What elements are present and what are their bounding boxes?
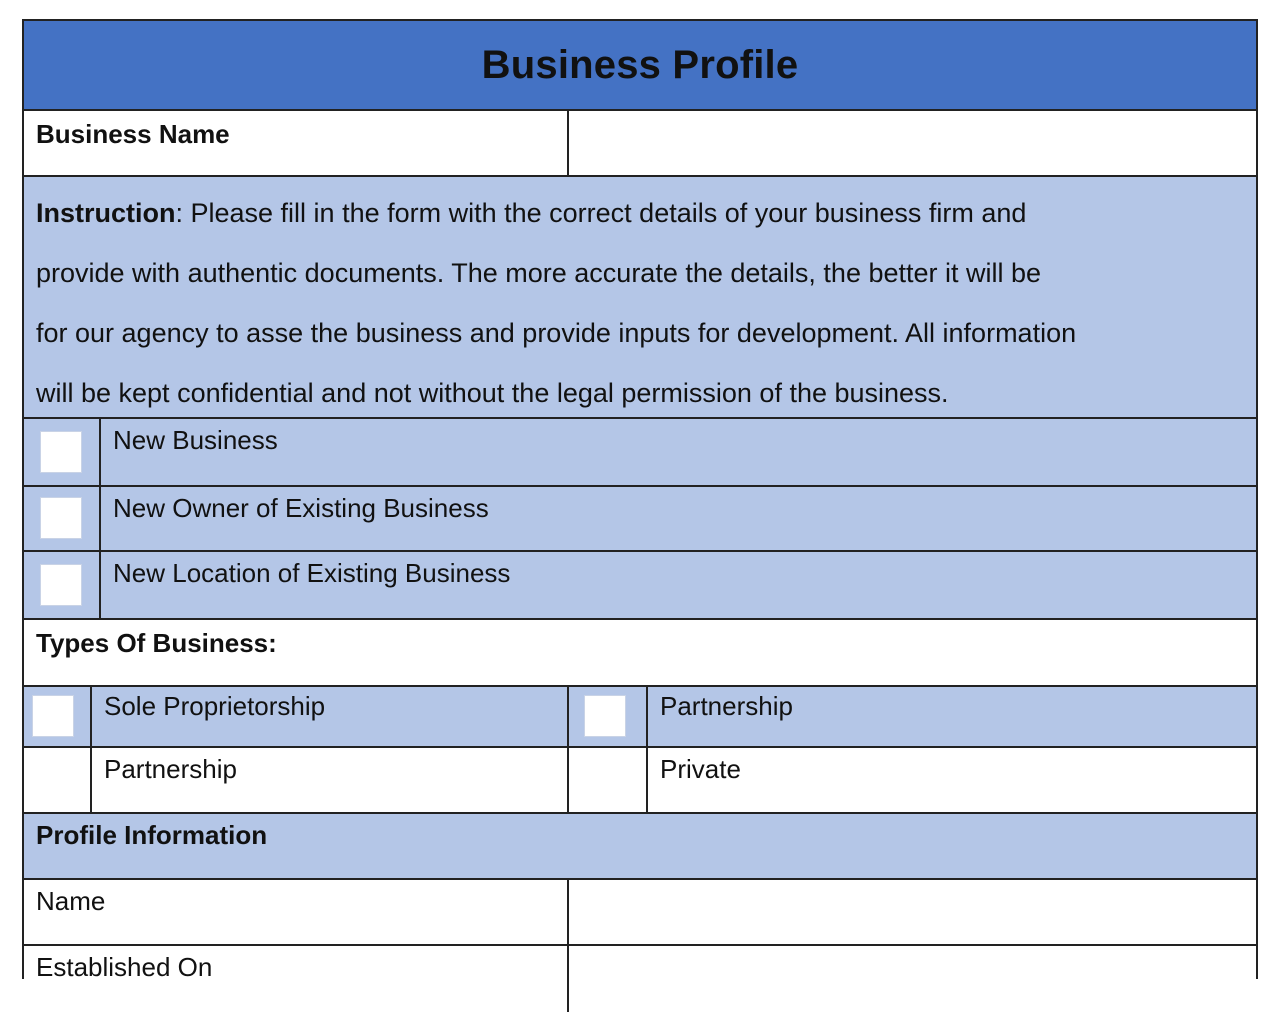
- form-title: Business Profile: [481, 42, 799, 87]
- option-row-new-business: [24, 419, 1256, 487]
- business-name-row: [24, 111, 1256, 177]
- profile-name-row: [24, 880, 1256, 946]
- form-header: [24, 21, 1256, 111]
- instruction-section: [24, 177, 1256, 419]
- partnership-checkbox[interactable]: [584, 695, 626, 737]
- sole-proprietorship-checkbox[interactable]: [32, 695, 74, 737]
- instruction-label: Instruction: [36, 198, 176, 228]
- column-divider: [646, 687, 648, 746]
- new-business-label: New Business: [113, 425, 278, 455]
- column-divider: [90, 687, 92, 746]
- column-divider: [99, 552, 101, 618]
- option-row-new-owner: [24, 487, 1256, 552]
- column-divider: [567, 687, 569, 746]
- established-on-row: [24, 946, 1256, 1012]
- business-profile-form: [22, 19, 1258, 982]
- column-divider: [99, 487, 101, 550]
- profile-information-heading: Profile Information: [36, 820, 268, 850]
- instruction-line-2: provide with authentic documents. The more accurate the details, the better it will be: [36, 258, 1042, 288]
- column-divider: [646, 748, 648, 812]
- types-of-business-row: [24, 620, 1256, 687]
- business-name-field[interactable]: [569, 111, 1256, 175]
- instruction-text: [36, 183, 1236, 423]
- instruction-line-4: will be kept confidential and not without the legal permission of the business.: [36, 378, 949, 408]
- private-label: Private: [660, 754, 741, 784]
- new-owner-checkbox[interactable]: [40, 497, 82, 539]
- established-on-label: Established On: [36, 952, 213, 982]
- new-owner-label: New Owner of Existing Business: [113, 493, 489, 523]
- profile-information-row: [24, 814, 1256, 880]
- column-divider: [567, 748, 569, 812]
- new-location-checkbox[interactable]: [40, 564, 82, 606]
- sole-proprietorship-label: Sole Proprietorship: [104, 691, 326, 721]
- option-row-new-location: [24, 552, 1256, 620]
- established-on-field[interactable]: [569, 946, 1256, 1012]
- column-divider: [99, 419, 101, 485]
- partnership-label: Partnership: [660, 691, 793, 721]
- new-business-checkbox[interactable]: [40, 431, 82, 473]
- business-name-label: Business Name: [36, 119, 230, 149]
- instruction-line-1: : Please fill in the form with the correct details of your business firm and: [175, 198, 1027, 228]
- column-divider: [90, 748, 92, 812]
- partnership-label-2: Partnership: [104, 754, 237, 784]
- profile-name-label: Name: [36, 886, 106, 916]
- types-row-2: [24, 748, 1256, 814]
- types-row-1: [24, 687, 1256, 748]
- new-location-label: New Location of Existing Business: [113, 558, 511, 588]
- instruction-line-3: for our agency to asse the business and provide inputs for development. All information: [36, 318, 1077, 348]
- types-of-business-heading: Types Of Business:: [36, 628, 277, 658]
- profile-name-field[interactable]: [569, 880, 1256, 944]
